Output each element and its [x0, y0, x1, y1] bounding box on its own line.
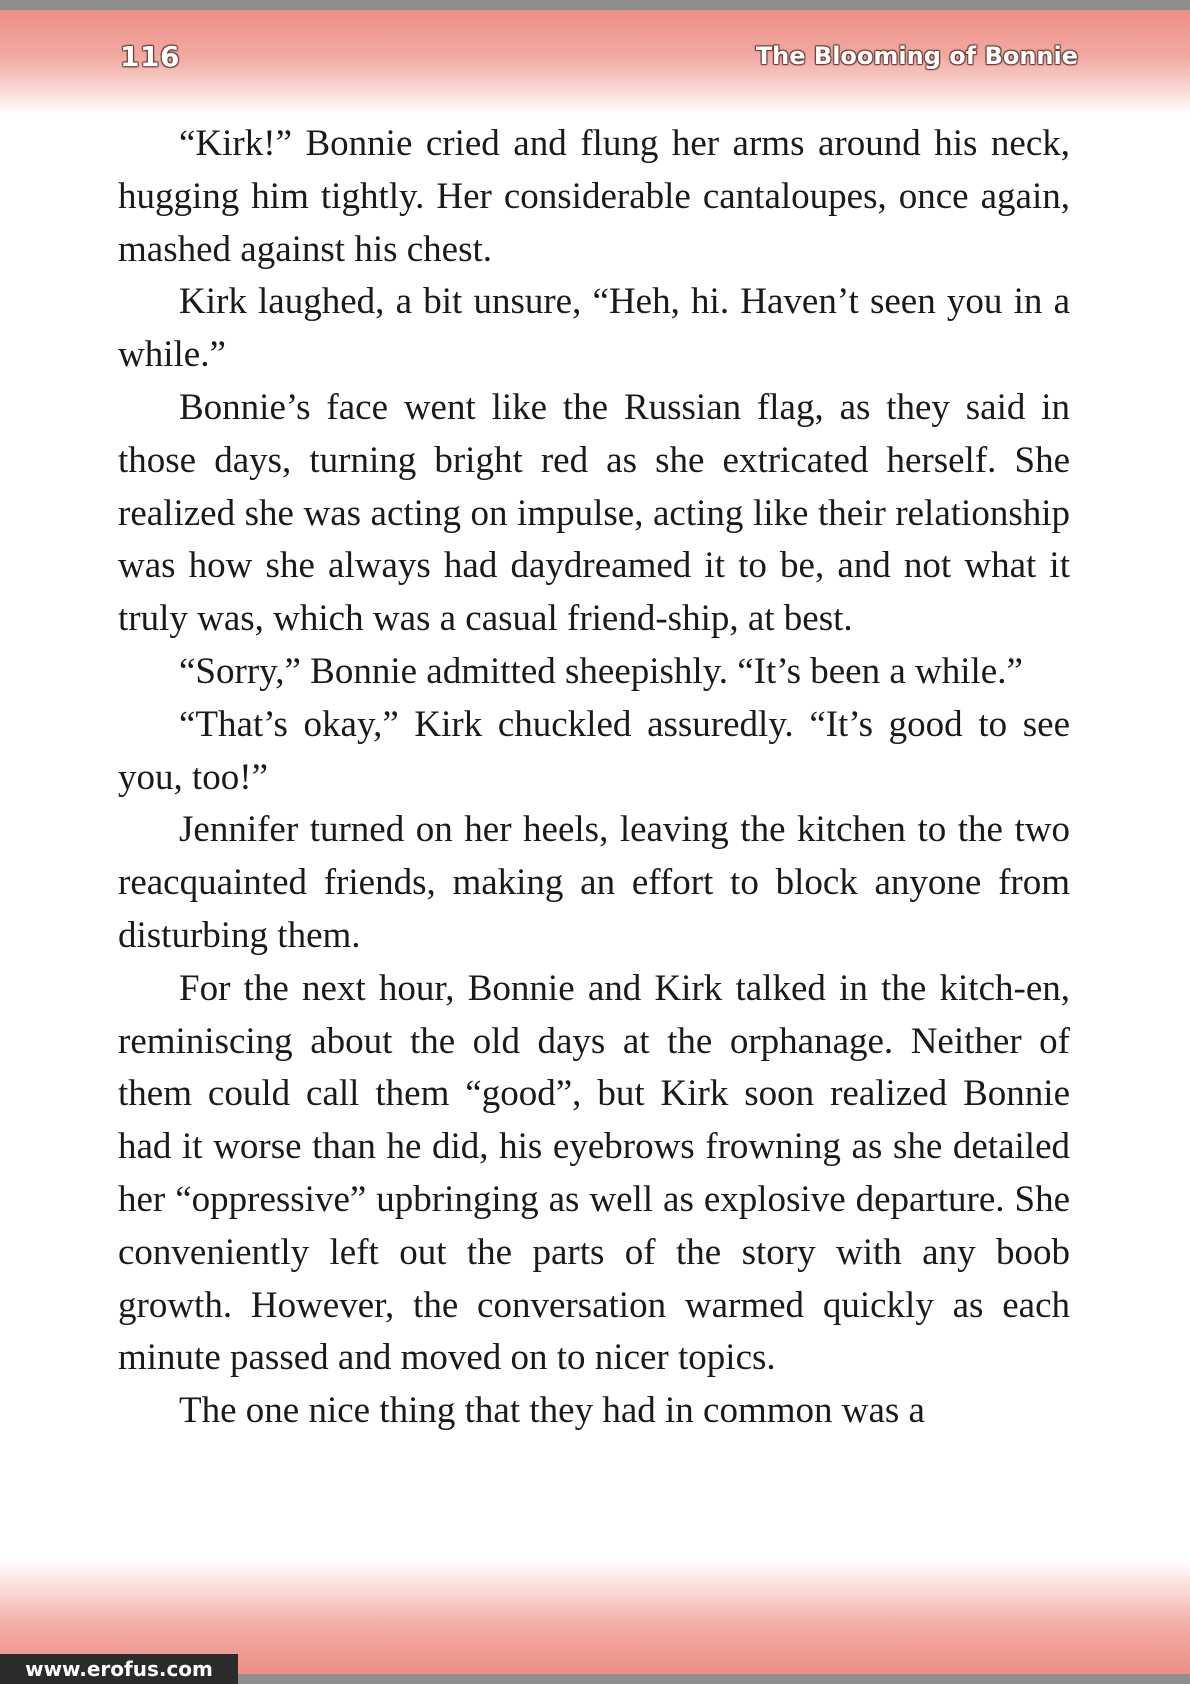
paragraph: For the next hour, Bonnie and Kirk talked in the kitch-en, reminiscing about the old days at the orphanage. Neither of them could call them “good”, but Kirk soon realized Bonnie had it worse than he did, his eyebrows frowning as she detailed her “oppressive” upbringing as well as explosive departure. She conveniently left out the parts of the story with any boob growth. However, the conversation warmed quickly as each minute passed and moved on to nicer topics.	[118, 967, 1070, 1379]
paragraph: “Kirk!” Bonnie cried and flung her arms around his neck, hugging him tightly. Her considerable cantaloupes, once again, mashed against his chest.	[118, 123, 1070, 270]
paragraph: “Sorry,” Bonnie admitted sheepishly. “It’s been a while.”	[179, 650, 1023, 692]
page-number: 116	[120, 40, 180, 73]
paragraph: Kirk laughed, a bit unsure, “Heh, hi. Haven’t seen you in a while.”	[118, 281, 1070, 376]
paragraph: The one nice thing that they had in common was a	[179, 1390, 925, 1432]
paragraph: Jennifer turned on her heels, leaving the kitchen to the two reacquainted friends, making an effort to block anyone from disturbing them.	[118, 809, 1070, 956]
running-title: The Blooming of Bonnie	[755, 42, 1078, 70]
watermark: www.erofus.com	[0, 1654, 238, 1684]
page-header	[0, 10, 1190, 114]
paragraph: Bonnie’s face went like the Russian flag, as they said in those days, turning bright red as she extricated herself. She realized she was acting on impulse, acting like their relationship was how she always had daydreamed it to be, and not what it truly was, which was a casual friend-ship, at best.	[118, 386, 1070, 640]
paragraph: “That’s okay,” Kirk chuckled assuredly. “It’s good to see you, too!”	[118, 703, 1070, 798]
page-body	[118, 118, 1070, 1438]
top-edge-strip	[0, 0, 1190, 10]
